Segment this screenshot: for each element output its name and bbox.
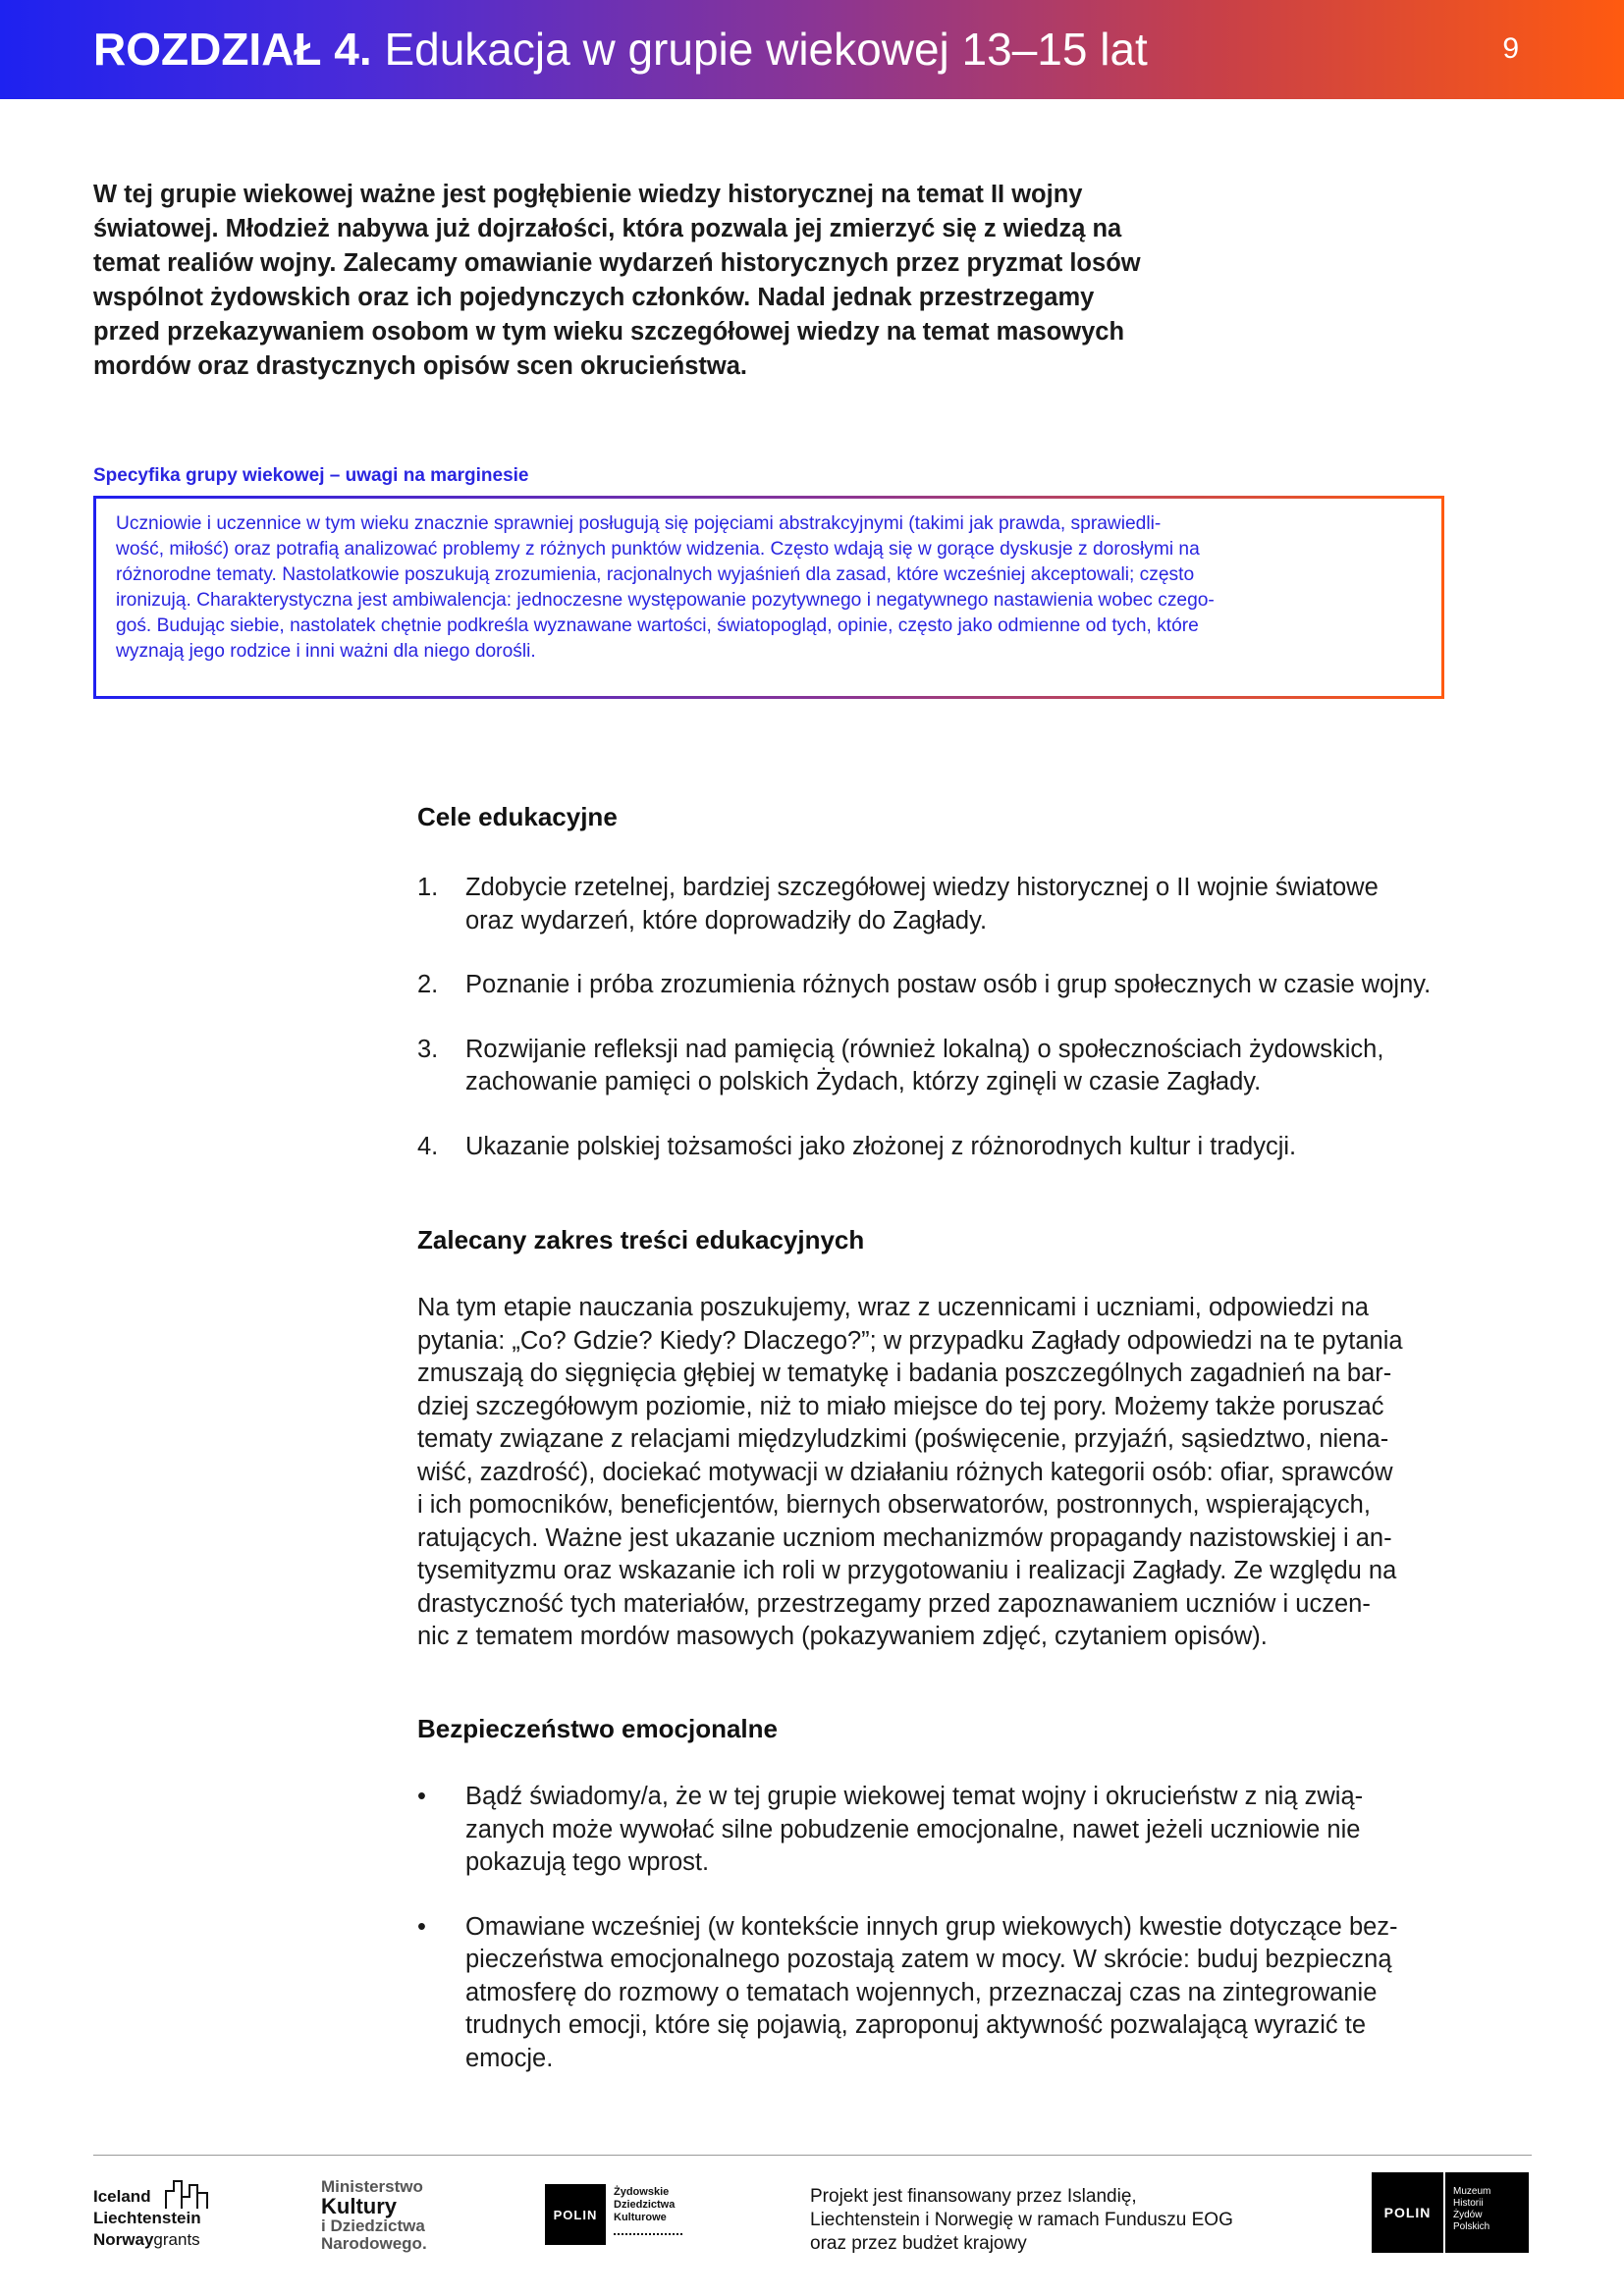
goal-line: oraz wydarzeń, które doprowadziły do Zagłady. xyxy=(465,906,988,934)
content-scope-heading: Zalecany zakres treści edukacyjnych xyxy=(417,1225,865,1255)
content-scope-paragraph xyxy=(417,1292,1529,1654)
goal-line: Rozwijanie refleksji nad pamięcią (również lokalną) o społecznościach żydowskich, xyxy=(465,1035,1384,1063)
sidebar-line: wyznają jego rodzice i inni ważni dla niego dorośli. xyxy=(116,641,536,662)
goal-line: Poznanie i próba zrozumienia różnych postaw osób i grup społecznych w czasie wojny. xyxy=(465,971,1432,998)
paragraph-line: dziej szczegółowym poziomie, niż to miało miejsce do tej pory. Możemy także poruszać xyxy=(417,1392,1384,1420)
paragraph-line: ratujących. Ważne jest ukazanie uczniom mechanizmów propagandy nazistowskiej i an- xyxy=(417,1523,1392,1552)
sidebar-line: wość, miłość) oraz potrafią analizować problemy z różnych punktów widzenia. Często wdają się w gorące dyskusje z dorosłymi na xyxy=(116,539,1200,560)
bullet-marker: • xyxy=(417,1912,426,1941)
goal-number: 4. xyxy=(417,1132,439,1160)
paragraph-line: pytania: „Co? Gdzie? Kiedy? Dlaczego?”; w przypadku Zagłady odpowiedzi na te pytania xyxy=(417,1326,1403,1355)
content-scope-section xyxy=(417,1224,1529,1654)
ministry-line: Narodowego. xyxy=(321,2234,427,2253)
intro-line: przed przekazywaniem osobom w tym wieku szczegółowej wiedzy na temat masowych xyxy=(93,318,1125,346)
paragraph-line: tematy związane z relacjami międzyludzkimi (poświęcenie, przyjaźń, sąsiedztwo, niena- xyxy=(417,1425,1389,1453)
goal-item xyxy=(417,969,1529,1002)
bullet-marker: • xyxy=(417,1783,426,1810)
zdk-label xyxy=(614,2186,675,2224)
ministry-of-culture-logo xyxy=(321,2178,427,2253)
chapter-name: Edukacja w grupie wiekowej 13–15 lat xyxy=(384,24,1148,75)
ministry-line: Kultury xyxy=(321,2194,397,2218)
intro-line: wspólnot żydowskich oraz ich pojedynczych członków. Nadal jednak przestrzegamy xyxy=(93,284,1095,311)
iceland-liechtenstein-norway-grants-logo xyxy=(93,2173,231,2249)
goal-item xyxy=(417,1131,1529,1164)
paragraph-line: i ich pomocników, beneficjentów, biernych obserwatorów, postronnych, wspierających, xyxy=(417,1491,1371,1519)
sidebar-content xyxy=(96,499,1441,696)
funding-line: oraz przez budżet krajowy xyxy=(810,2233,1027,2254)
goal-line: Ukazanie polskiej tożsamości jako złożonej z różnorodnych kultur i tradycji. xyxy=(465,1132,1297,1160)
grants-line: Iceland xyxy=(93,2187,151,2206)
ministry-line: i Dziedzictwa xyxy=(321,2216,425,2235)
paragraph-line: Na tym etapie nauczania poszukujemy, wraz z uczennicami i uczniami, odpowiedzi na xyxy=(417,1294,1369,1321)
footer-divider xyxy=(93,2155,1532,2156)
safety-line: atmosferę do rozmowy o tematach wojennych, przeznaczaj czas na zintegrowanie xyxy=(465,1978,1378,2006)
chapter-header xyxy=(0,0,1624,99)
zdk-line: Dziedzictwa xyxy=(614,2199,676,2211)
safety-line: zanych może wywołać silne pobudzenie emocjonalne, nawet jeżeli uczniowie nie xyxy=(465,1815,1361,1843)
safety-line: trudnych emocji, które się pojawią, zaproponuj aktywność pozwalającą wyrazić te xyxy=(465,2011,1367,2039)
polin-logo-mark: POLIN xyxy=(1372,2172,1443,2253)
zdk-dotted-rule xyxy=(614,2233,682,2235)
chapter-number: ROZDZIAŁ 4. xyxy=(93,24,372,75)
museum-line: Żydów xyxy=(1453,2210,1483,2220)
goal-number: 2. xyxy=(417,971,439,998)
goal-item xyxy=(417,872,1529,937)
paragraph-line: drastyczność tych materiałów, przestrzegamy przed zapoznawaniem uczniów i uczen- xyxy=(417,1589,1371,1618)
intro-line: mordów oraz drastycznych opisów scen okrucieństwa. xyxy=(93,352,748,380)
sidebar-line: różnorodne tematy. Nastolatkowie poszukują zrozumienia, racjonalnych wyjaśnień dla zasad, które wcześniej akceptowali; często xyxy=(116,564,1195,585)
safety-item xyxy=(417,1781,1529,1880)
safety-list xyxy=(417,1781,1529,2075)
goal-number: 1. xyxy=(417,874,439,901)
goal-item xyxy=(417,1034,1529,1099)
safety-line: pieczeństwa emocjonalnego pozostają zatem w mocy. W skrócie: buduj bezpieczną xyxy=(465,1946,1392,1973)
museum-line: Polskich xyxy=(1453,2221,1490,2232)
goal-number: 3. xyxy=(417,1035,439,1063)
funding-line: Projekt jest finansowany przez Islandię, xyxy=(810,2186,1137,2207)
sidebar-line: goś. Budując siebie, nastolatek chętnie podkreśla wyznawane wartości, światopogląd, opinie, często jako odmienne od tych, które xyxy=(116,615,1199,636)
goals-heading: Cele edukacyjne xyxy=(417,802,618,831)
ministry-line: Ministerstwo xyxy=(321,2177,423,2196)
funding-note xyxy=(810,2185,1233,2256)
sidebar-label: Specyfika grupy wiekowej – uwagi na marginesie xyxy=(93,465,529,486)
safety-heading: Bezpieczeństwo emocjonalne xyxy=(417,1714,778,1743)
safety-line: Omawiane wcześniej (w kontekście innych grup wiekowych) kwestie dotyczące bez- xyxy=(465,1912,1398,1941)
intro-line: temat realiów wojny. Zalecamy omawianie wydarzeń historycznych przez pryzmat losów xyxy=(93,249,1141,277)
safety-line: Bądź świadomy/a, że w tej grupie wiekowej temat wojny i okrucieństw z nią zwią- xyxy=(465,1783,1364,1810)
safety-line: pokazują tego wprost. xyxy=(465,1848,710,1876)
grants-line: Norway xyxy=(93,2230,154,2249)
intro-line: światowej. Młodzież nabywa już dojrzałości, która pozwala jej zmierzyć się z wiedzą na xyxy=(93,215,1122,242)
intro-line: W tej grupie wiekowej ważne jest pogłębienie wiedzy historycznej na temat II wojny xyxy=(93,181,1083,208)
sidebar-line: Uczniowie i uczennice w tym wieku znacznie sprawniej posługują się pojęciami abstrakcyjnymi (takimi jak prawda, sprawiedli- xyxy=(116,513,1162,534)
grants-suffix: grants xyxy=(153,2230,200,2249)
museum-line: Muzeum xyxy=(1453,2186,1491,2197)
goal-line: zachowanie pamięci o polskich Żydach, którzy zginęli w czasie Zagłady. xyxy=(465,1068,1262,1095)
safety-item xyxy=(417,1911,1529,2076)
goal-line: Zdobycie rzetelnej, bardziej szczegółowej wiedzy historycznej o II wojnie światowe xyxy=(465,874,1379,901)
page-number: 9 xyxy=(1502,32,1519,65)
funding-line: Liechtenstein i Norwegię w ramach Funduszu EOG xyxy=(810,2210,1233,2230)
safety-line: emocje. xyxy=(465,2044,554,2072)
polin-logo-mark: POLIN xyxy=(545,2184,606,2245)
goals-section xyxy=(417,801,1529,1163)
chapter-title xyxy=(93,22,1148,77)
paragraph-line: wiść, zazdrość), dociekać motywacji w działaniu różnych kategorii osób: ofiar, sprawców xyxy=(417,1458,1393,1486)
polin-museum-logo xyxy=(1372,2172,1529,2253)
sidebar-line: ironizują. Charakterystyczna jest ambiwalencja: jednoczesne występowanie pozytywnego i negatywnego nastawienia wobec czego- xyxy=(116,590,1215,611)
goals-list xyxy=(417,872,1529,1163)
grants-line: Liechtenstein xyxy=(93,2209,201,2227)
paragraph-line: tysemityzmu oraz wskazanie ich roli w przygotowaniu i realizacji Zagłady. Ze względu na xyxy=(417,1557,1397,1584)
intro-paragraph xyxy=(93,178,1205,384)
zdk-line: Kulturowe xyxy=(614,2212,667,2223)
museum-name-block xyxy=(1445,2172,1529,2253)
sidebar-box xyxy=(93,496,1444,699)
museum-line: Historii xyxy=(1453,2198,1484,2209)
safety-section xyxy=(417,1713,1529,2075)
paragraph-line: zmuszają do sięgnięcia głębiej w tematykę i badania poszczególnych zagadnień na bar- xyxy=(417,1360,1392,1387)
grants-logo-text xyxy=(93,2186,201,2251)
zdk-line: Żydowskie xyxy=(614,2186,670,2198)
paragraph-line: nic z tematem mordów masowych (pokazywaniem zdjęć, czytaniem opisów). xyxy=(417,1623,1268,1650)
